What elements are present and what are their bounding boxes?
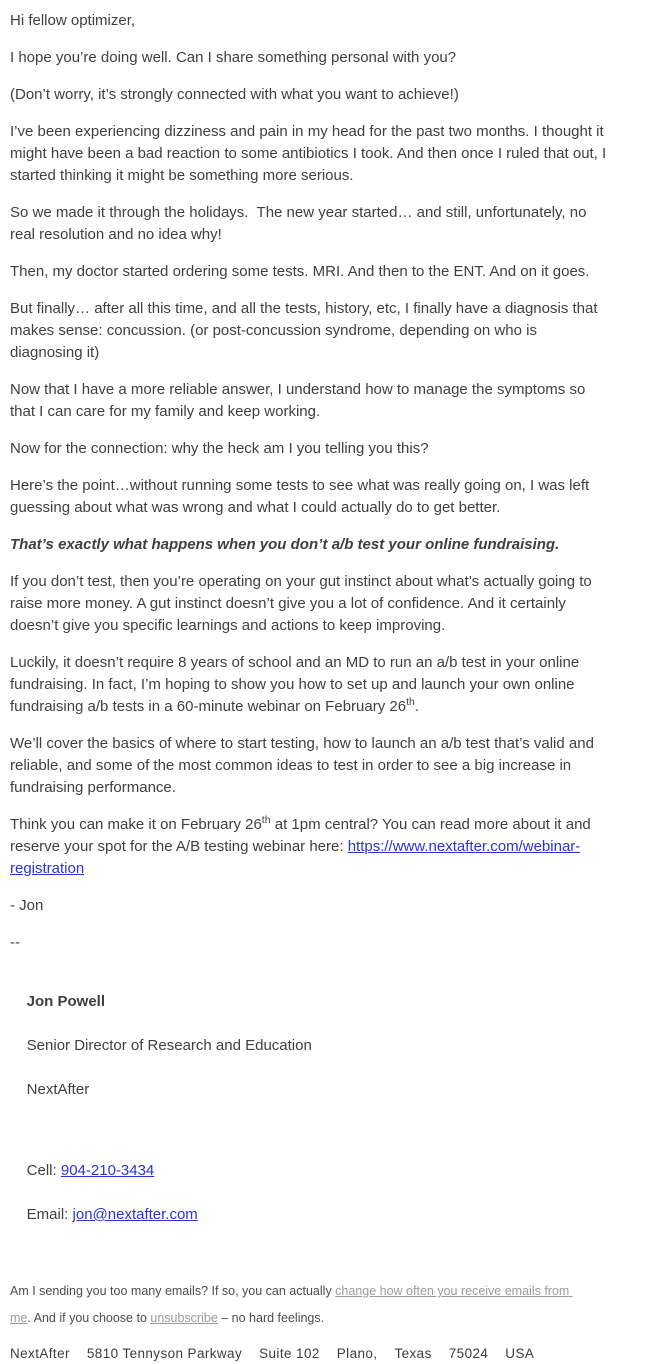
footer-text-2: . And if you choose to xyxy=(27,1311,151,1325)
paragraph-key-point: That’s exactly what happens when you don’t a/b test your online fundraising. xyxy=(10,536,560,553)
address-state: Texas xyxy=(394,1346,432,1361)
address-company: NextAfter xyxy=(10,1346,70,1361)
cell-label: Cell: xyxy=(26,1162,61,1179)
webinar-text-end: . xyxy=(414,698,419,715)
signature-title: Senior Director of Research and Education xyxy=(26,1037,312,1054)
webinar-registration-link[interactable]: https://www.nextafter.com/webinar-registration xyxy=(10,838,581,877)
signature-company: NextAfter xyxy=(26,1081,90,1098)
signature-contact-block xyxy=(10,1138,610,1248)
cell-phone-link[interactable]: 904-210-3434 xyxy=(60,1162,155,1179)
paragraph-point: Here’s the point…without running some tests to see what was really going on, I was left guessing about what was wrong and what I could actually do to get better. xyxy=(10,477,594,516)
address-suite: Suite 102 xyxy=(259,1346,320,1361)
address-country: USA xyxy=(505,1346,535,1361)
address-street: 5810 Tennyson Parkway xyxy=(86,1346,243,1361)
footer-text-3: – no hard feelings. xyxy=(217,1311,325,1325)
paragraph-symptoms: I’ve been experiencing dizziness and pain in my head for the past two months. I thought it might have been a bad reaction to some antibiotics I took. And then once I ruled that out, I started thinking it might be something more serious. xyxy=(10,123,611,184)
address-city: Plano, xyxy=(336,1346,378,1361)
cta-text: Think you can make it on February 26 xyxy=(10,816,262,833)
company-address xyxy=(10,1344,639,1364)
paragraph-gut-instinct: If you don’t test, then you’re operating on your gut instinct about what’s actually going to raise more money. A gut instinct doesn’t give you a lot of confidence. And it certainly doesn’t give you specific learnings and actions to keep improving. xyxy=(10,573,596,634)
paragraph-doctor-tests: Then, my doctor started ordering some tests. MRI. And then to the ENT. And on it goes. xyxy=(10,263,590,280)
address-zip: 75024 xyxy=(448,1346,489,1361)
signature-divider: -- xyxy=(10,934,20,951)
change-frequency-link[interactable]: change how often you receive emails from me xyxy=(10,1284,573,1325)
footer-text-1: Am I sending you too many emails? If so, you can actually xyxy=(10,1284,336,1298)
paragraph-holidays: So we made it through the holidays. The new year started… and still, unfortunately, no real resolution and no idea why! xyxy=(10,204,591,243)
paragraph-call-to-action xyxy=(10,814,610,880)
paragraph-greeting: Hi fellow optimizer, xyxy=(10,12,136,29)
paragraph-intro: I hope you’re doing well. Can I share something personal with you? xyxy=(10,49,457,66)
ordinal-superscript: th xyxy=(406,696,415,708)
unsubscribe-link[interactable]: unsubscribe xyxy=(150,1311,218,1325)
email-label: Email: xyxy=(26,1206,73,1223)
paragraph-webinar-topics: We’ll cover the basics of where to start testing, how to launch an a/b test that’s valid and reliable, and some of the most common ideas to test in order to see a big increase in fundraising performance. xyxy=(10,735,599,796)
paragraph-connection: Now for the connection: why the heck am I you telling you this? xyxy=(10,440,429,457)
ordinal-superscript: th xyxy=(261,814,271,826)
cta-text-middle: at 1pm central? You can read more about it and reserve your spot for the A/B testing webinar here: xyxy=(10,816,595,855)
webinar-text: Luckily, it doesn’t require 8 years of school and an MD to run an a/b test in your online fundraising. In fact, I’m hoping to show you how to set up and launch your own online fundraising a/b tests in a 60-minute webinar on February 26 xyxy=(10,654,584,715)
paragraph-webinar-announcement xyxy=(10,652,610,718)
signoff: - Jon xyxy=(10,897,44,914)
signature-name: Jon Powell xyxy=(26,993,106,1010)
footer-disclaimer xyxy=(10,1278,573,1332)
email-address-link[interactable]: jon@nextafter.com xyxy=(72,1206,198,1223)
signature-block xyxy=(10,969,610,1123)
paragraph-aside: (Don’t worry, it’s strongly connected with what you want to achieve!) xyxy=(10,86,459,103)
paragraph-diagnosis: But finally… after all this time, and all the tests, history, etc, I finally have a diagnosis that makes sense: concussion. (or post-concussion syndrome, depending on who is diagnosing it) xyxy=(10,300,602,361)
paragraph-reliable-answer: Now that I have a more reliable answer, I understand how to manage the symptoms so that I can care for my family and keep working. xyxy=(10,381,590,420)
